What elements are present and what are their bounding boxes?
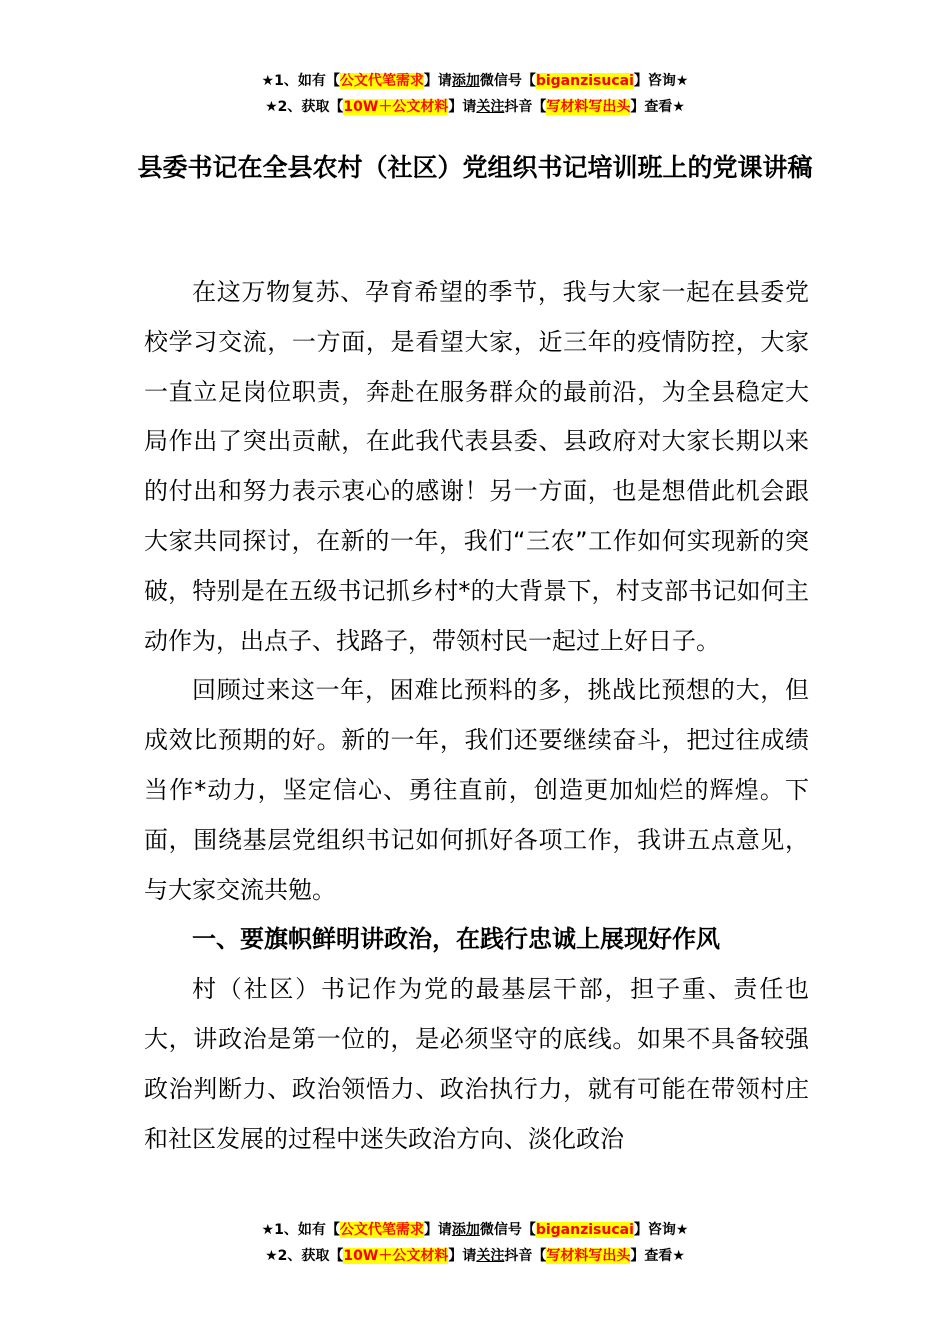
highlight-wechat-id: biganzisucai xyxy=(535,73,634,89)
highlight-wechat-id: biganzisucai xyxy=(535,1222,634,1238)
highlight-service: 公文代笔需求 xyxy=(339,1222,424,1238)
highlight-materials: 10W＋公文材料 xyxy=(343,1248,449,1264)
promo-line-2: ★2、获取【10W＋公文材料】请关注抖音【写材料写出头】查看★ xyxy=(265,99,685,115)
top-promo-banner xyxy=(0,68,950,120)
promo-line-2: ★2、获取【10W＋公文材料】请关注抖音【写材料写出头】查看★ xyxy=(265,1248,685,1264)
document-body xyxy=(144,268,809,1164)
document-title: 县委书记在全县农村（社区）党组织书记培训班上的党课讲稿 xyxy=(137,153,813,182)
promo-line-1: ★1、如有【公文代笔需求】请添加微信号【biganzisucai】咨询★ xyxy=(261,1222,689,1238)
body-paragraph-2: 回顾过来这一年，困难比预料的多，挑战比预想的大，但成效比预期的好。新的一年，我们还要继续奋斗，把过往成绩当作*动力，坚定信心、勇往直前，创造更加灿烂的辉煌。下面，围绕基层党组织书记如何抓好各项工作，我讲五点意见，与大家交流共勉。 xyxy=(144,676,809,904)
body-paragraph-1: 在这万物复苏、孕育希望的季节，我与大家一起在县委党校学习交流，一方面，是看望大家，近三年的疫情防控，大家一直立足岗位职责，奔赴在服务群众的最前沿，为全县稳定大局作出了突出贡献，在此我代表县委、县政府对大家长期以来的付出和努力表示衷心的感谢！另一方面，也是想借此机会跟大家共同探讨，在新的一年，我们“三农”工作如何实现新的突破，特别是在五级书记抓乡村*的大背景下，村支部书记如何主动作为，出点子、找路子，带领村民一起过上好日子。 xyxy=(144,278,809,655)
highlight-service: 公文代笔需求 xyxy=(339,73,424,89)
highlight-materials: 10W＋公文材料 xyxy=(343,99,449,115)
highlight-douyin-account: 写材料写出头 xyxy=(546,1248,631,1264)
bottom-promo-banner xyxy=(0,1217,950,1269)
body-paragraph-3: 村（社区）书记作为党的最基层干部，担子重、责任也大，讲政治是第一位的，是必须坚守的底线。如果不具备较强政治判断力、政治领悟力、政治执行力，就有可能在带领村庄和社区发展的过程中迷失政治方向、淡化政治 xyxy=(144,975,809,1153)
promo-line-1: ★1、如有【公文代笔需求】请添加微信号【biganzisucai】咨询★ xyxy=(261,73,689,89)
highlight-douyin-account: 写材料写出头 xyxy=(546,99,631,115)
section-heading-1: 一、要旗帜鲜明讲政治，在践行忠诚上展现好作风 xyxy=(192,925,720,954)
